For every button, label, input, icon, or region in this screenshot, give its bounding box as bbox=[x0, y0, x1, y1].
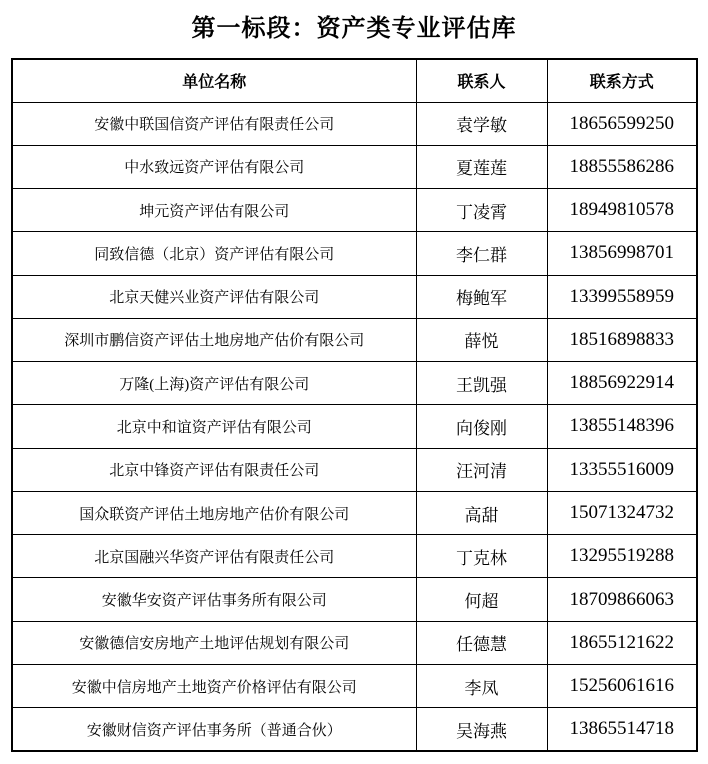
contact-name-cell: 夏莲莲 bbox=[416, 145, 547, 188]
company-name-cell: 安徽华安资产评估事务所有限公司 bbox=[12, 578, 416, 621]
company-name-cell: 同致信德（北京）资产评估有限公司 bbox=[12, 232, 416, 275]
company-name-cell: 深圳市鹏信资产评估土地房地产估价有限公司 bbox=[12, 318, 416, 361]
table-row bbox=[12, 405, 697, 448]
company-name-cell: 北京天健兴业资产评估有限公司 bbox=[12, 275, 416, 318]
header-cell-phone: 联系方式 bbox=[547, 59, 697, 102]
contact-name-cell: 高甜 bbox=[416, 491, 547, 534]
table-row bbox=[12, 448, 697, 491]
phone-number-cell: 18856922914 bbox=[547, 362, 697, 405]
company-name-cell: 国众联资产评估土地房地产估价有限公司 bbox=[12, 491, 416, 534]
phone-number-cell: 15071324732 bbox=[547, 491, 697, 534]
table-header-row bbox=[12, 59, 697, 102]
table-row bbox=[12, 318, 697, 361]
table-body bbox=[12, 102, 697, 751]
table-row bbox=[12, 102, 697, 145]
contact-name-cell: 丁克林 bbox=[416, 535, 547, 578]
table-row bbox=[12, 621, 697, 664]
phone-number-cell: 18655121622 bbox=[547, 621, 697, 664]
company-name-cell: 安徽中联国信资产评估有限责任公司 bbox=[12, 102, 416, 145]
header-cell-contact: 联系人 bbox=[416, 59, 547, 102]
company-name-cell: 中水致远资产评估有限公司 bbox=[12, 145, 416, 188]
contact-name-cell: 王凯强 bbox=[416, 362, 547, 405]
contact-name-cell: 丁凌霄 bbox=[416, 189, 547, 232]
contact-name-cell: 任德慧 bbox=[416, 621, 547, 664]
company-name-cell: 万隆(上海)资产评估有限公司 bbox=[12, 362, 416, 405]
contact-name-cell: 何超 bbox=[416, 578, 547, 621]
table-row bbox=[12, 535, 697, 578]
contact-name-cell: 李凤 bbox=[416, 664, 547, 707]
evaluation-contact-table bbox=[11, 58, 698, 752]
contact-name-cell: 李仁群 bbox=[416, 232, 547, 275]
phone-number-cell: 13865514718 bbox=[547, 708, 697, 751]
phone-number-cell: 13855148396 bbox=[547, 405, 697, 448]
company-name-cell: 北京中锋资产评估有限责任公司 bbox=[12, 448, 416, 491]
page-title: 第一标段：资产类专业评估库 bbox=[191, 16, 517, 42]
phone-number-cell: 15256061616 bbox=[547, 664, 697, 707]
phone-number-cell: 18949810578 bbox=[547, 189, 697, 232]
table-row bbox=[12, 664, 697, 707]
company-name-cell: 坤元资产评估有限公司 bbox=[12, 189, 416, 232]
table-row bbox=[12, 189, 697, 232]
header-cell-company: 单位名称 bbox=[12, 59, 416, 102]
contact-name-cell: 薛悦 bbox=[416, 318, 547, 361]
phone-number-cell: 13399558959 bbox=[547, 275, 697, 318]
table-row bbox=[12, 145, 697, 188]
table-row bbox=[12, 275, 697, 318]
company-name-cell: 北京国融兴华资产评估有限责任公司 bbox=[12, 535, 416, 578]
contact-name-cell: 汪河清 bbox=[416, 448, 547, 491]
company-name-cell: 安徽德信安房地产土地评估规划有限公司 bbox=[12, 621, 416, 664]
contact-name-cell: 袁学敏 bbox=[416, 102, 547, 145]
table-row bbox=[12, 578, 697, 621]
phone-number-cell: 13355516009 bbox=[547, 448, 697, 491]
company-name-cell: 安徽财信资产评估事务所（普通合伙） bbox=[12, 708, 416, 751]
phone-number-cell: 18855586286 bbox=[547, 145, 697, 188]
contact-name-cell: 吴海燕 bbox=[416, 708, 547, 751]
company-name-cell: 北京中和谊资产评估有限公司 bbox=[12, 405, 416, 448]
table-row bbox=[12, 491, 697, 534]
phone-number-cell: 18709866063 bbox=[547, 578, 697, 621]
table-row bbox=[12, 708, 697, 751]
phone-number-cell: 13856998701 bbox=[547, 232, 697, 275]
table-row bbox=[12, 232, 697, 275]
phone-number-cell: 18516898833 bbox=[547, 318, 697, 361]
contact-name-cell: 向俊刚 bbox=[416, 405, 547, 448]
phone-number-cell: 13295519288 bbox=[547, 535, 697, 578]
phone-number-cell: 18656599250 bbox=[547, 102, 697, 145]
table-row bbox=[12, 362, 697, 405]
company-name-cell: 安徽中信房地产土地资产价格评估有限公司 bbox=[12, 664, 416, 707]
contact-name-cell: 梅鲍军 bbox=[416, 275, 547, 318]
